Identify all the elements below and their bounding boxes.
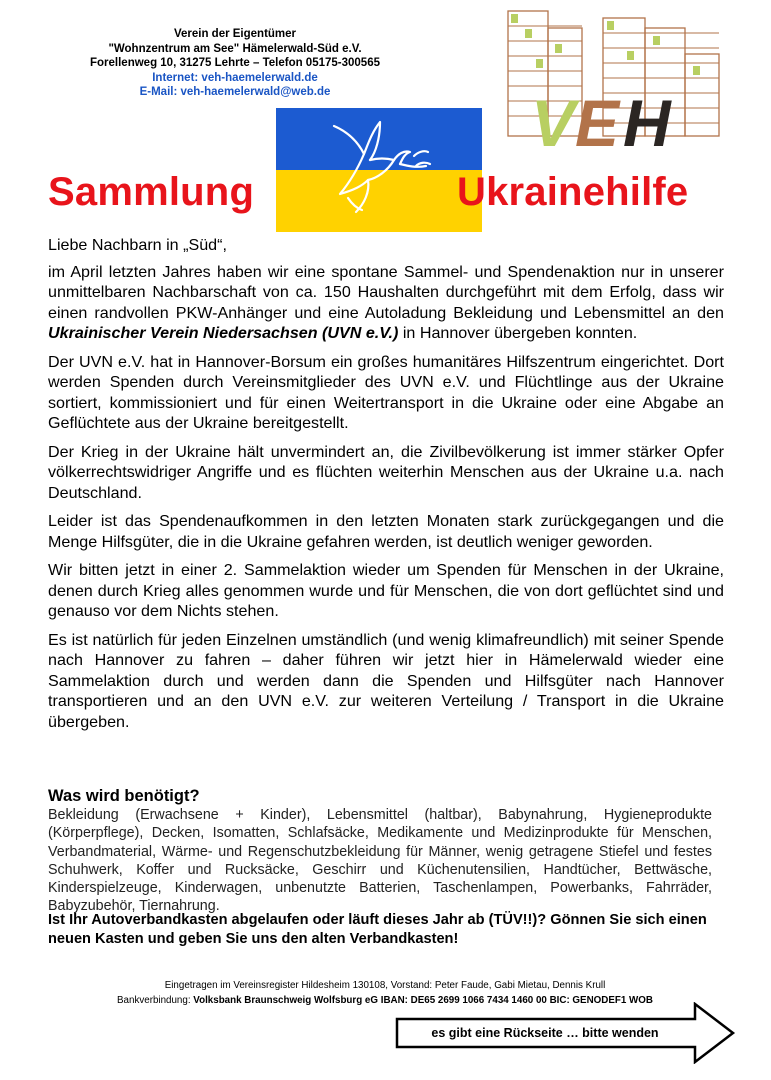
organization-header — [40, 27, 430, 100]
paragraph-3: Der Krieg in der Ukraine hält unvermindert an, die Zivilbevölkerung ist immer stärker Opfer völkerrechtswidriger Angriffe und es flüchten weiterhin Menschen aus der Ukraine u.a. nach Deutschland. — [48, 442, 724, 502]
paragraph-1 — [48, 262, 724, 344]
turn-over-note: es gibt eine Rückseite … bitte wenden — [431, 1026, 659, 1040]
paragraph-2: Der UVN e.V. hat in Hannover-Borsum ein großes humanitäres Hilfszentrum eingerichtet. Dort werden Spenden durch Vereinsmitglieder des UVN e.V. und Flüchtlinge aus der Ukraine sortiert, kommissioniert und für einen Weitertransport in die Ukraine oder eine Abgabe an Geflüchtete aus der Ukraine bereitgestellt. — [48, 352, 724, 432]
org-name-line: Verein der Eigentümer — [173, 28, 297, 40]
building-logo-icon — [503, 6, 725, 152]
paragraph-6: Es ist natürlich für jeden Einzelnen umständlich (und wenig klimafreundlich) mit seiner Spende nach Hannover zu fahren – daher führen wir jetzt hier in Hämelerwald wieder eine Sammelaktion durch und werden dann die Spenden und Hilfsgüter nach Hannover transportieren und an den UVN e.V. zur weiteren Verteilung / Transport in die Ukraine übergeben. — [48, 630, 724, 731]
ukraine-flag — [276, 108, 482, 232]
internet-link[interactable]: Internet: veh-haemelerwald.de — [152, 71, 318, 84]
paragraph-1-text: im April letzten Jahres haben wir eine spontane Sammel- und Spendenaktion nur in unserer unmittelbaren Nachbarschaft von ca. 150 Haushalten durchgeführt mit dem Erfolg, dass wir einen randvollen PKW-Anhänger und eine Autoladung Bekleidung und Lebensmittel an den — [48, 262, 724, 322]
greeting: Liebe Nachbarn in „Süd“, — [48, 236, 227, 254]
svg-text:V: V — [531, 86, 576, 152]
email-link[interactable]: E-Mail: veh-haemelerwald@web.de — [139, 86, 331, 98]
first-aid-kit-note: Ist Ihr Autoverbandkasten abgelaufen oder läuft dieses Jahr ab (TÜV!!)? Gönnen Sie sich einen neuen Kasten und geben Sie uns den alten Verbandkasten! — [48, 912, 707, 947]
needs-list: Bekleidung (Erwachsene + Kinder), Lebensmittel (haltbar), Babynahrung, Hygieneprodukte (Körperpflege), Decken, Isomatten, Schlafsäcke, Medikamente und Medizinprodukte für Menschen, Verbandmaterial, Wärme- und Regenschutzbekleidung für Männer, wenig getragene Stiefel und festes Schuhwerk, Koffer und Rucksäcke, Geschirr und Küchenutensilien, Handtücher, Bettwäsche, Kinderspielzeuge, Kinderwagen, unbenutzte Batterien, Taschenlampen, Powerbanks, Fahrräder, Babyzubehör, Tiernahrung. — [48, 807, 712, 915]
uvn-emphasis: Ukrainischer Verein Niedersachsen (UVN e.V.) — [48, 324, 399, 342]
letter-body — [48, 235, 724, 740]
svg-text:E: E — [575, 86, 620, 152]
paragraph-5: Wir bitten jetzt in einer 2. Sammelaktion wieder um Spenden für Menschen in der Ukraine, denen durch Krieg alles genommen wurde und für Menschen, die von dort geflüchtet sind und genauso vor dem Nichts stehen. — [48, 561, 724, 620]
svg-text:H: H — [623, 86, 671, 152]
paragraph-4: Leider ist das Spendenaufkommen in den letzten Monaten stark zurückgegangen und die Menge Hilfsgüter, die in die Ukraine gefahren werden, ist deutlich weniger geworden. — [48, 512, 724, 551]
paragraph-1-end: in Hannover übergeben konnten. — [398, 324, 638, 342]
bank-details: Volksbank Braunschweig Wolfsburg eG IBAN: DE65 2699 1066 7434 1460 00 BIC: GENODEF1 WOB — [193, 995, 653, 1006]
bank-label: Bankverbindung: — [117, 995, 194, 1006]
title-sammlung: Sammlung — [48, 170, 255, 214]
needs-heading: Was wird benötigt? — [48, 787, 200, 805]
org-subtitle-line: "Wohnzentrum am See" Hämelerwald-Süd e.V. — [108, 42, 362, 55]
register-info: Eingetragen im Vereinsregister Hildesheim 130108, Vorstand: Peter Faude, Gabi Mietau, Dennis Krull — [164, 980, 606, 991]
org-address-line: Forellenweg 10, 31275 Lehrte – Telefon 05175-300565 — [90, 57, 380, 69]
title-ukrainehilfe: Ukrainehilfe — [457, 170, 689, 214]
